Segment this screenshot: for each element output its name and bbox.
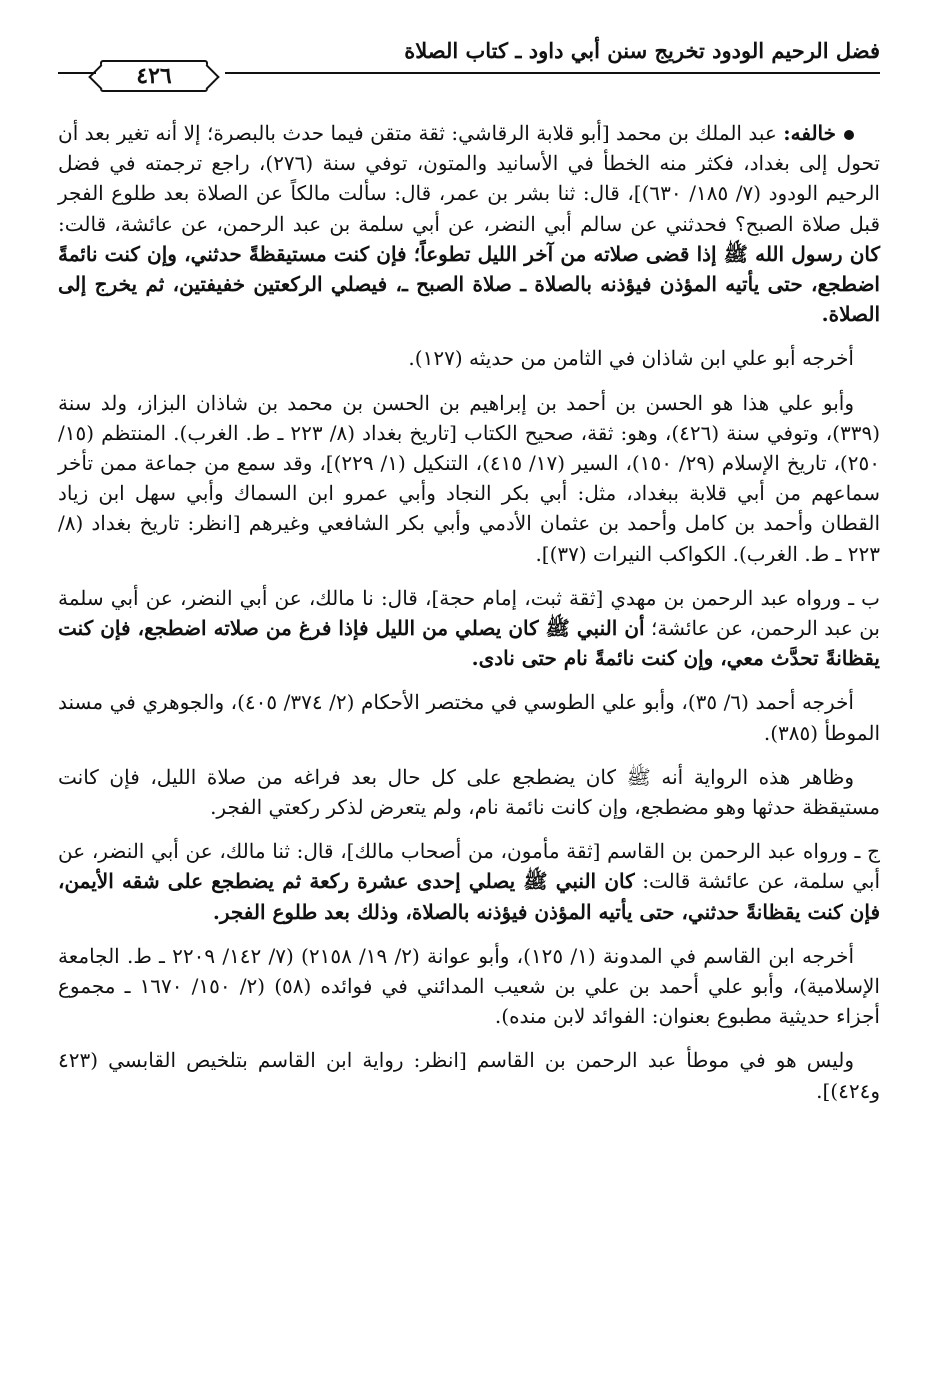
book-page xyxy=(58,30,880,1360)
paragraph-text: ج ـ ورواه عبد الرحمن بن القاسم [ثقة مأمون، من أصحاب مالك]، قال: ثنا مالك، عن أبي النضر، عن أبي سلمة، عن عائشة قالت: xyxy=(58,839,881,894)
hadith-text: كان النبي ﷺ يصلي إحدى عشرة ركعة ثم يضطجع على شقه الأيمن، فإن كنت يقظانةً حدثني، حتى يأتيه المؤذن فيؤذنه بالصلاة، وذلك بعد طلوع الفجر. xyxy=(58,869,880,924)
paragraph-zahir-riwaya: وظاهر هذه الرواية أنه ﷺ كان يضطجع على كل حال بعد فراغه من صلاة الليل، فإن كانت مستيقظة حدثها وهو مضطجع، وإن كانت نائمة نام، ولم يتعرض لذكر ركعتي الفجر. xyxy=(58,764,880,820)
paragraph-muwatta-note: وليس هو في موطأ عبد الرحمن بن القاسم [انظر: رواية ابن القاسم بتلخيص القابسي (٤٢٣ و٤٢٤)]. xyxy=(58,1048,880,1103)
paragraph-riwaya-ba xyxy=(58,583,880,674)
page-body xyxy=(58,118,880,1120)
page-number-badge xyxy=(100,60,208,92)
paragraph-ahmad-takhrij: أخرجه أحمد (٦/ ٣٥)، وأبو علي الطوسي في مختصر الأحكام (٢/ ٣٧٤/ ٤٠٥)، والجوهري في مسند الموطأ (٣٨٥). xyxy=(58,690,880,745)
paragraph-abu-ali-bio: وأبو علي هذا هو الحسن بن أحمد بن إبراهيم بن الحسن بن محمد بن شاذان البزاز، ولد سنة (٣٣٩)، وتوفي سنة (٤٢٦)، وهو: ثقة، صحيح الكتاب [تاريخ بغداد (٨/ ٢٢٣ ـ ط. الغرب). المنتظم (١٥/ ٢٥٠)، تاريخ الإسلام (٢٩/ ١٥٠)، السير (١٧/ ٤١٥)، التنكيل (١/ ٢٢٩)]، وقد سمع من جماعة ممن تأخر سماعهم من أبي قلابة ببغداد، مثل: أبي بكر النجاد وأبي عمرو ابن السماك وأبي سهل ابن زياد القطان وأحمد بن كامل وأحمد بن عثمان الأدمي وأبي بكر الشافعي وغيرهم [انظر: تاريخ بغداد (٨/ ٢٢٣ ـ ط. الغرب). الكواكب النيرات (٣٧)]. xyxy=(58,390,881,566)
header-rule-right xyxy=(225,72,880,74)
header-rule-left xyxy=(58,72,96,74)
page-number: ٤٢٦ xyxy=(136,63,172,89)
hadith-text: أن النبي ﷺ كان يصلي من الليل فإذا فرغ من صلاته اضطجع، فإن كنت يقظانةً تحدَّث معي، وإن كنت نائمةً نام حتى نادى. xyxy=(58,616,880,671)
paragraph-riwaya-jim xyxy=(58,836,880,927)
paragraph-text: عبد الملك بن محمد [أبو قلابة الرقاشي: ثقة متقن فيما حدث بالبصرة؛ إلا أنه تغير بعد أن تحول إلى بغداد، فكثر منه الخطأ في الأسانيد والمتون، توفي سنة (٢٧٦)، راجع ترجمته في فضل الرحيم الودود (٧/ ١٨٥/ ٦٣٠)]، قال: ثنا بشر بن عمر، قال: سألت مالكاً عن الصلاة بعد طلوع الفجر قبل صلاة الصبح؟ فحدثني عن سالم أبي النضر، عن أبي سلمة بن عبد الرحمن، عن عائشة، قالت: xyxy=(58,121,880,236)
paragraph-khalafahu xyxy=(58,118,880,329)
bullet-icon xyxy=(844,130,854,140)
page-header xyxy=(58,30,880,102)
running-title: فضل الرحيم الودود تخريج سنن أبي داود ـ كتاب الصلاة xyxy=(404,38,880,63)
hadith-text: كان رسول الله ﷺ إذا قضى صلاته من آخر الليل تطوعاً؛ فإن كنت مستيقظةً حدثني، وإن كنت نائمةً اضطجع، حتى يأتيه المؤذن فيؤذنه بالصلاة ـ صلاة الصبح ـ، فيصلي الركعتين خفيفتين، ثم يخرج إلى الصلاة. xyxy=(58,241,880,327)
paragraph-lead: خالفه: xyxy=(783,121,836,145)
paragraph-text: ب ـ ورواه عبد الرحمن بن مهدي [ثقة ثبت، إمام حجة]، قال: نا مالك، عن أبي النضر، عن أبي سلمة بن عبد الرحمن، عن عائشة؛ xyxy=(58,585,880,641)
paragraph-ibn-qasim-takhrij: أخرجه ابن القاسم في المدونة (١/ ١٢٥)، وأبو عوانة (٢/ ١٩/ ٢١٥٨) (٧/ ١٤٢/ ٢٢٠٩ ـ ط. الجامعة الإسلامية)، وأبو علي أحمد بن علي بن شعيب المدائني في فوائده (٥٨) (٢/ ١٥٠/ ١٦٧٠ ـ مجموع أجزاء حديثية مطبوع بعنوان: الفوائد لابن منده). xyxy=(58,943,880,1029)
paragraph-ibn-shadhan-takhrij: أخرجه أبو علي ابن شاذان في الثامن من حديثه (١٢٧). xyxy=(408,346,854,371)
